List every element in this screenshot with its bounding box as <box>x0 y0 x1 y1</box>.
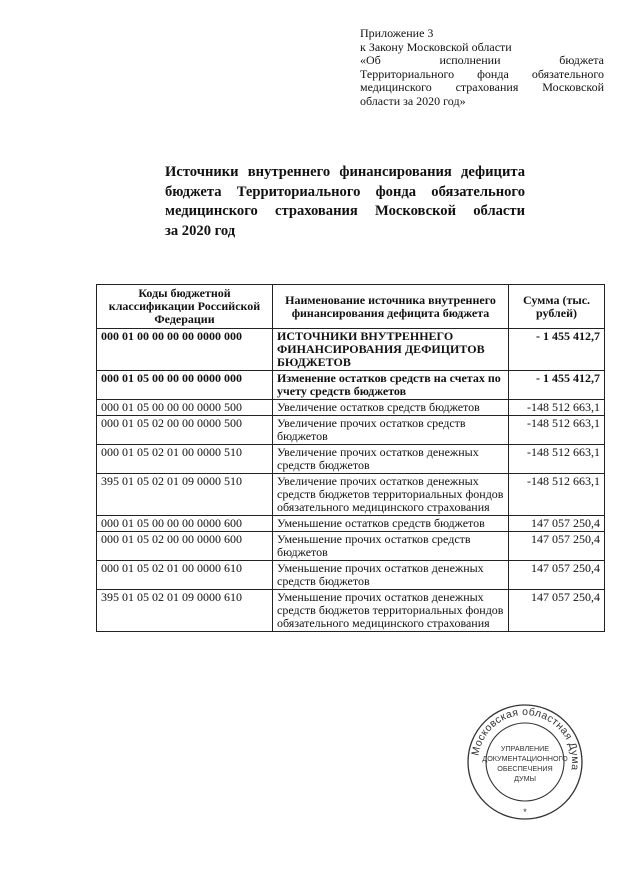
appendix-line: медицинского страхования Московской <box>360 80 604 94</box>
title-line: медицинского страхования Московской области <box>165 203 525 219</box>
row-code: 000 01 05 02 01 00 0000 610 <box>97 561 273 590</box>
title-line: за 2020 год <box>165 222 236 239</box>
stamp-line: ОБЕСПЕЧЕНИЯ <box>497 764 553 773</box>
row-code: 000 01 05 02 00 00 0000 500 <box>97 416 273 445</box>
row-code: 395 01 05 02 01 09 0000 610 <box>97 590 273 632</box>
row-code: 000 01 05 02 00 00 0000 600 <box>97 532 273 561</box>
row-code: 000 01 05 00 00 00 0000 500 <box>97 400 273 416</box>
title-line: бюджета Территориального фонда обязательного <box>165 183 525 200</box>
appendix-line: Территориального фонда обязательного <box>360 66 604 81</box>
row-name: Уменьшение прочих остатков денежных средств бюджетов <box>273 561 509 590</box>
financing-sources-table <box>96 284 605 632</box>
row-name: Уменьшение прочих остатков средств бюджетов <box>273 532 509 561</box>
official-stamp <box>466 703 584 821</box>
row-sum: -148 512 663,1 <box>509 474 605 516</box>
appendix-line: области за 2020 год» <box>360 93 466 108</box>
appendix-line: Приложение 3 <box>360 26 434 40</box>
row-sum: -148 512 663,1 <box>509 416 605 445</box>
row-sum: -148 512 663,1 <box>509 400 605 416</box>
table-row <box>97 371 605 400</box>
stamp-line: ДОКУМЕНТАЦИОННОГО <box>482 754 568 763</box>
table-row <box>97 474 605 516</box>
row-name: Уменьшение прочих остатков денежных средств бюджетов территориальных фондов обязательного медицинского страхования <box>273 590 509 632</box>
row-name: Увеличение прочих остатков денежных средств бюджетов <box>273 445 509 474</box>
row-name: Увеличение прочих остатков денежных средств бюджетов территориальных фондов обязательного медицинского страхования <box>273 474 509 516</box>
table-row <box>97 329 605 371</box>
table-header-row <box>97 285 605 329</box>
table-row <box>97 416 605 445</box>
row-name: Уменьшение остатков средств бюджетов <box>273 516 509 532</box>
row-sum: 147 057 250,4 <box>509 590 605 632</box>
table-row <box>97 532 605 561</box>
row-code: 000 01 05 00 00 00 0000 600 <box>97 516 273 532</box>
row-code: 000 01 00 00 00 00 0000 000 <box>97 329 273 371</box>
appendix-note <box>360 27 604 108</box>
row-code: 000 01 05 02 01 00 0000 510 <box>97 445 273 474</box>
row-code: 000 01 05 00 00 00 0000 000 <box>97 371 273 400</box>
stamp-line: УПРАВЛЕНИЕ <box>500 744 550 753</box>
table-row <box>97 400 605 416</box>
stamp-line: ДУМЫ <box>514 774 536 783</box>
header-name: Наименование источника внутреннего финансирования дефицита бюджета <box>273 285 509 329</box>
header-sum: Сумма (тыс. рублей) <box>509 285 605 329</box>
row-sum: -148 512 663,1 <box>509 445 605 474</box>
table-row <box>97 516 605 532</box>
table-row <box>97 445 605 474</box>
stamp-star: * <box>523 807 527 817</box>
table-row <box>97 590 605 632</box>
row-name: Увеличение остатков средств бюджетов <box>273 400 509 416</box>
table-row <box>97 561 605 590</box>
appendix-line: «Об исполнении бюджета <box>360 53 604 67</box>
row-sum: - 1 455 412,7 <box>509 371 605 400</box>
row-name: Изменение остатков средств на счетах по учету средств бюджетов <box>273 371 509 400</box>
title-line: Источники внутреннего финансирования дефицита <box>165 164 525 180</box>
document-title <box>165 163 525 241</box>
appendix-line: к Закону Московской области <box>360 39 512 54</box>
row-code: 395 01 05 02 01 09 0000 510 <box>97 474 273 516</box>
row-name: ИСТОЧНИКИ ВНУТРЕННЕГО ФИНАНСИРОВАНИЯ ДЕФИЦИТОВ БЮДЖЕТОВ <box>273 329 509 371</box>
row-name: Увеличение прочих остатков средств бюджетов <box>273 416 509 445</box>
stamp-ring-text: Московская областная Дума <box>469 705 582 772</box>
row-sum: 147 057 250,4 <box>509 561 605 590</box>
header-code: Коды бюджетной классификации Российской Федерации <box>97 285 273 329</box>
row-sum: 147 057 250,4 <box>509 516 605 532</box>
row-sum: 147 057 250,4 <box>509 532 605 561</box>
row-sum: - 1 455 412,7 <box>509 329 605 371</box>
